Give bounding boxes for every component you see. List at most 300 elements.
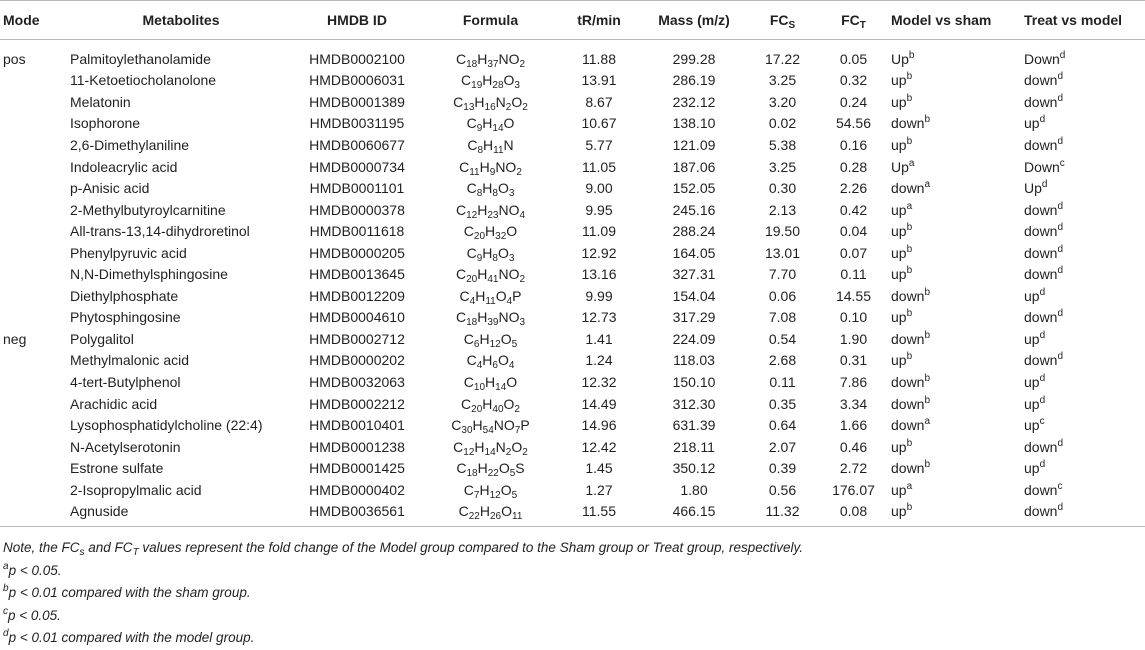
mass-mz: 152.05: [672, 180, 716, 197]
mass-mz: 466.15: [639, 500, 749, 526]
formula-subscript: 11: [512, 511, 523, 523]
metabolite-name: Palmitoylethanolamide: [70, 50, 211, 67]
direction-label: down: [1024, 503, 1058, 520]
footnote-text: p < 0.05.: [8, 562, 62, 578]
formula-element: H: [483, 136, 494, 153]
formula: [422, 500, 559, 526]
mode-cell: [0, 436, 70, 458]
hmdb-id: HMDB0000402: [309, 481, 405, 498]
formula-subscript: 5: [511, 338, 518, 350]
formula-element: H: [474, 93, 485, 110]
hmdb-id: HMDB0001425: [309, 460, 405, 477]
table-row: [0, 134, 1145, 156]
treat-vs-model: [1024, 263, 1145, 285]
fc-t: 0.32: [839, 72, 868, 89]
hmdb-id: HMDB0032063: [309, 373, 405, 390]
direction-label: down: [1024, 136, 1058, 153]
significance-marker: d: [1057, 135, 1064, 147]
mode-cell: [0, 307, 70, 329]
formula-element: H: [475, 287, 486, 304]
formula-element: H: [474, 438, 485, 455]
mass-mz: 154.04: [672, 287, 716, 304]
table-row: [0, 393, 1145, 415]
formula-element: C: [453, 93, 464, 110]
mass-mz: 286.19: [672, 72, 716, 89]
footnote: [3, 627, 803, 650]
hmdb-id: HMDB0036561: [292, 500, 422, 526]
formula-element: O: [511, 438, 523, 455]
fc-t: 0.16: [839, 136, 868, 153]
retention-time: 8.67: [585, 93, 613, 110]
mass-mz: 1.80: [680, 481, 708, 498]
table-row: [0, 371, 1145, 393]
formula: [422, 393, 559, 415]
mode-cell: [0, 371, 70, 393]
formula: [422, 285, 559, 307]
model-vs-sham: [891, 393, 1024, 415]
metabolite-name: Phenylpyruvic acid: [70, 244, 187, 261]
model-vs-sham: [891, 220, 1024, 242]
formula-element: H: [482, 72, 493, 89]
model-vs-sham: [891, 436, 1024, 458]
model-vs-sham: [891, 70, 1024, 92]
formula-subscript: 22: [487, 468, 499, 480]
formula-element: C: [455, 201, 467, 218]
footnote-text: p < 0.01 compared with the sham group.: [8, 585, 251, 600]
fc-s: 0.06: [768, 287, 797, 304]
significance-marker: d: [1039, 114, 1046, 126]
formula-element: H: [479, 503, 490, 520]
mass-mz: 631.39: [672, 417, 716, 434]
direction-label: up: [891, 309, 907, 326]
col-mode-header: Mode: [0, 1, 70, 40]
metabolite-name: N-Acetylserotonin: [70, 438, 181, 455]
fc-s: 7.70: [768, 266, 797, 283]
formula: [422, 113, 559, 135]
fc-t: 0.11: [840, 266, 867, 283]
significance-marker: a: [908, 157, 915, 169]
formula-element: H: [477, 266, 488, 283]
col-fct-header: $FC_T$: [816, 1, 891, 40]
formula-subscript: 6: [492, 360, 498, 372]
direction-label: down: [1024, 201, 1058, 218]
footnote: [3, 560, 803, 583]
mode-cell: [0, 285, 70, 307]
direction-label: down: [1024, 72, 1058, 89]
model-vs-sham: [891, 263, 1024, 285]
model-vs-sham: [891, 134, 1024, 156]
formula-subscript: 8: [477, 144, 484, 156]
direction-label: down: [1024, 352, 1058, 369]
formula-element: C: [463, 373, 474, 390]
table-row: [0, 479, 1145, 501]
significance-marker: b: [906, 71, 913, 83]
significance-marker: a: [906, 200, 913, 212]
formula-subscript: 37: [487, 58, 499, 70]
direction-label: Up: [1024, 180, 1042, 197]
significance-marker: d: [1039, 394, 1046, 406]
retention-time: 13.16: [581, 266, 617, 283]
formula-element: C: [459, 287, 470, 304]
footnote-text: p < 0.05.: [8, 607, 61, 623]
formula-element: C: [461, 72, 472, 89]
metabolite-name: Methylmalonic acid: [70, 352, 190, 369]
formula-subscript: 2: [516, 166, 522, 178]
mode-cell: [0, 393, 70, 415]
mass-mz: 218.11: [673, 438, 715, 455]
formula-element: P: [520, 417, 530, 434]
formula-subscript: 8: [492, 252, 498, 264]
formula-subscript: 20: [466, 274, 478, 286]
formula-element: NO: [498, 50, 520, 67]
mode-cell: [0, 457, 70, 479]
metabolite-name: Agnuside: [70, 500, 292, 526]
formula-subscript: 5: [511, 489, 518, 501]
treat-vs-model: [1024, 113, 1145, 135]
formula-subscript: 32: [495, 231, 507, 243]
retention-time: 12.73: [581, 309, 617, 326]
formula: [422, 220, 559, 242]
formula-element: O: [501, 503, 512, 520]
table-row: [0, 307, 1145, 329]
formula-subscript: 18: [466, 317, 478, 329]
col-metabolites-header: Metabolites: [70, 1, 292, 40]
formula-element: N: [495, 438, 506, 455]
formula-subscript: 14: [492, 123, 504, 135]
table-row: [0, 500, 1145, 526]
formula-element: C: [458, 503, 469, 520]
formula-subscript: 26: [489, 511, 502, 523]
mass-mz: 164.05: [672, 244, 716, 261]
hmdb-id: HMDB0000205: [309, 244, 405, 261]
treat-vs-model: [1024, 156, 1145, 178]
direction-label: Down: [1024, 50, 1060, 67]
formula-element: C: [459, 158, 470, 175]
significance-marker: a: [906, 480, 913, 492]
retention-time: 9.99: [585, 287, 613, 304]
formula: [422, 177, 559, 199]
formula-element: NO: [498, 309, 520, 326]
formula-element: H: [482, 115, 493, 132]
formula-element: H: [482, 352, 493, 369]
mode-cell: neg: [3, 330, 27, 347]
direction-label: up: [1024, 373, 1040, 390]
table-header: [0, 1, 1145, 40]
formula-subscript: 7: [514, 425, 521, 437]
fc-s: 3.20: [768, 93, 797, 110]
retention-time: 1.45: [585, 460, 613, 477]
hmdb-id: HMDB0060677: [309, 136, 405, 153]
fc-s: 0.02: [768, 115, 797, 132]
fc-s: 11.32: [749, 500, 816, 526]
table-row: [0, 220, 1145, 242]
formula-subscript: 12: [489, 338, 501, 350]
table-row: [0, 414, 1145, 436]
formula-subscript: 18: [466, 58, 478, 70]
formula-subscript: 8: [492, 188, 498, 200]
formula: [422, 414, 559, 436]
footnote-marker: c: [3, 605, 8, 617]
metabolite-name: Melatonin: [70, 93, 131, 110]
fc-t: 3.34: [839, 395, 868, 412]
significance-marker: b: [924, 459, 931, 471]
formula-subscript: 23: [487, 209, 499, 221]
retention-time: 1.27: [585, 481, 613, 498]
treat-vs-model: [1024, 479, 1145, 501]
metabolite-name: p-Anisic acid: [70, 180, 150, 197]
formula-element: H: [472, 417, 483, 434]
footnote: [3, 605, 803, 628]
significance-marker: d: [1057, 243, 1064, 255]
direction-label: down: [1024, 481, 1058, 498]
mass-mz: 150.10: [672, 373, 716, 390]
footnote-marker: a: [3, 560, 9, 572]
fc-s: 3.25: [768, 72, 797, 89]
formula-element: O: [498, 460, 510, 477]
footnote-marker: d: [3, 628, 9, 639]
formula-element: H: [482, 244, 493, 261]
fc-t: 0.10: [839, 309, 868, 326]
model-vs-sham: [891, 177, 1024, 199]
formula-subscript: 13: [463, 101, 475, 113]
metabolite-name: Isophorone: [70, 115, 141, 132]
direction-label: up: [1024, 287, 1040, 304]
formula-subscript: 8: [476, 188, 483, 200]
col-model-vs-sham-header: Model vs sham: [891, 1, 1024, 40]
model-vs-sham: [891, 156, 1024, 178]
direction-label: down: [1024, 438, 1058, 455]
formula-subscript: 28: [492, 80, 504, 92]
hmdb-id: HMDB0000378: [309, 201, 405, 218]
formula-subscript: 5: [509, 468, 516, 480]
retention-time: 12.42: [581, 438, 617, 455]
fc-s: 5.38: [768, 136, 797, 153]
formula-subscript: 40: [492, 403, 504, 415]
significance-marker: d: [1059, 49, 1066, 61]
formula-element: C: [466, 352, 477, 369]
formula-subscript: 41: [487, 274, 499, 286]
treat-vs-model: [1024, 393, 1145, 415]
model-vs-sham: [891, 500, 1024, 526]
formula-subscript: 11: [485, 295, 496, 307]
direction-label: down: [1024, 93, 1058, 110]
metabolite-name: 11-Ketoetiocholanolone: [70, 72, 217, 89]
col-fcs-header: $FC_S$: [749, 1, 816, 40]
mode-cell: [0, 242, 70, 264]
mode-cell: [0, 91, 70, 113]
formula-element: H: [477, 50, 488, 67]
treat-vs-model: [1024, 371, 1145, 393]
mode-cell: [0, 479, 70, 501]
retention-time: 14.49: [581, 395, 617, 412]
table-body: [0, 40, 1145, 527]
fc-t: 54.56: [835, 115, 872, 132]
significance-marker: b: [906, 265, 913, 277]
hmdb-id: HMDB0031195: [309, 115, 405, 132]
hmdb-id: HMDB0004610: [309, 309, 405, 326]
footnote-text: p < 0.01 compared with the model group.: [8, 630, 255, 645]
retention-time: 1.24: [585, 352, 613, 369]
formula-subscript: 12: [489, 489, 501, 501]
fc-t: 176.07: [832, 481, 875, 498]
fc-t: 0.05: [839, 50, 868, 67]
formula-element: C: [455, 50, 467, 67]
metabolite-name: 2,6-Dimethylaniline: [70, 136, 190, 153]
model-vs-sham: [891, 350, 1024, 372]
formula-element: C: [455, 309, 467, 326]
retention-time: 13.91: [581, 72, 617, 89]
hmdb-id: HMDB0001101: [309, 180, 405, 197]
significance-marker: b: [924, 114, 931, 126]
significance-marker: b: [924, 329, 931, 341]
formula: [422, 328, 559, 350]
mass-mz: 317.29: [672, 309, 716, 326]
table-row: [0, 91, 1145, 113]
significance-marker: b: [908, 49, 915, 61]
fc-s: 0.30: [768, 180, 797, 197]
fc-t: 0.24: [839, 93, 868, 110]
formula-subscript: 10: [473, 381, 486, 393]
formula-subscript: 3: [508, 188, 515, 200]
mode-cell: pos: [3, 50, 26, 67]
fc-t: 0.46: [839, 438, 868, 455]
direction-label: up: [891, 481, 907, 498]
fc-t: 0.07: [839, 244, 868, 261]
significance-marker: c: [1039, 416, 1045, 428]
table-row: [0, 328, 1145, 350]
retention-time: 11.09: [582, 223, 616, 240]
table-row: [0, 436, 1145, 458]
formula-subscript: 16: [484, 101, 496, 113]
formula-element: O: [506, 223, 518, 240]
mass-mz: 299.28: [672, 50, 716, 67]
direction-label: up: [891, 438, 907, 455]
formula-element: O: [495, 287, 507, 304]
direction-label: Down: [1024, 158, 1060, 175]
fc-t: 0.28: [839, 158, 868, 175]
mass-mz: 312.30: [672, 395, 716, 412]
mode-cell: [0, 263, 70, 285]
formula-element: H: [482, 180, 493, 197]
metabolite-name: Lysophosphatidylcholine (22:4): [70, 417, 263, 434]
significance-marker: d: [1057, 437, 1064, 449]
formula: [422, 479, 559, 501]
direction-label: Up: [891, 158, 909, 175]
formula-element: NO: [495, 158, 517, 175]
mass-mz: 138.10: [672, 115, 716, 132]
formula-subscript: 9: [489, 166, 496, 178]
formula: [422, 242, 559, 264]
footnote-text: values represent the fold change of the Model group compared to the Sham group or Treat group, respectively.: [138, 540, 804, 555]
significance-marker: d: [1057, 71, 1064, 83]
formula-subscript: 2: [522, 446, 528, 458]
footnote-marker: b: [3, 583, 9, 594]
formula: [422, 436, 559, 458]
formula-subscript: 2: [514, 403, 520, 415]
direction-label: down: [891, 373, 925, 390]
treat-vs-model: [1024, 91, 1145, 113]
mass-mz: 121.09: [672, 136, 716, 153]
metabolite-name: 2-Isopropylmalic acid: [70, 481, 202, 498]
fc-t: 0.42: [839, 201, 868, 218]
metabolite-name: Estrone sulfate: [70, 460, 164, 477]
formula-subscript: 4: [469, 295, 476, 307]
mass-mz: 224.09: [672, 330, 716, 347]
mode-cell: [0, 199, 70, 221]
fc-s: 0.35: [768, 395, 797, 412]
formula: [422, 70, 559, 92]
significance-marker: d: [1057, 265, 1064, 277]
fc-t: 0.04: [839, 223, 868, 240]
formula-subscript: 6: [473, 338, 480, 350]
metabolite-name: 2-Methylbutyroylcarnitine: [70, 201, 226, 218]
mode-cell: [0, 414, 70, 436]
fc-s: 2.13: [768, 201, 797, 218]
formula-subscript: 14: [484, 446, 496, 458]
formula-element: O: [497, 352, 509, 369]
significance-marker: c: [1059, 157, 1065, 169]
formula-element: O: [503, 395, 515, 412]
model-vs-sham: [891, 371, 1024, 393]
formula-element: C: [467, 136, 478, 153]
treat-vs-model: [1024, 40, 1145, 70]
fc-t: 2.72: [839, 460, 868, 477]
footnote: [3, 537, 803, 560]
mass-mz: 288.24: [672, 223, 716, 240]
formula-subscript: 20: [471, 403, 483, 415]
mode-cell: [0, 177, 70, 199]
formula-subscript: 3: [519, 317, 526, 329]
metabolite-name: 4-tert-Butylphenol: [70, 373, 181, 390]
formula: [422, 134, 559, 156]
mass-mz: 327.31: [672, 266, 716, 283]
metabolite-name: Phytosphingosine: [70, 309, 181, 326]
formula-subscript: 12: [466, 209, 478, 221]
formula-element: C: [461, 395, 472, 412]
model-vs-sham: [891, 479, 1024, 501]
fc-t: 1.66: [839, 417, 868, 434]
direction-label: up: [891, 72, 907, 89]
hmdb-id: HMDB0000734: [309, 158, 405, 175]
mass-mz: 245.16: [672, 201, 716, 218]
mass-mz: 187.06: [672, 158, 716, 175]
table-row: [0, 156, 1145, 178]
fc-s: 0.11: [769, 373, 796, 390]
significance-marker: b: [906, 437, 913, 449]
significance-marker: d: [1057, 502, 1064, 514]
formula-subscript: 30: [461, 425, 473, 437]
formula-element: NO: [498, 266, 520, 283]
mode-cell: [0, 220, 70, 242]
treat-vs-model: [1024, 199, 1145, 221]
formula-element: N: [503, 136, 514, 153]
model-vs-sham: [891, 414, 1024, 436]
direction-label: down: [891, 460, 925, 477]
formula-subscript: 14: [495, 381, 507, 393]
fc-s: 17.22: [764, 50, 801, 67]
treat-vs-model: [1024, 285, 1145, 307]
col-hmdb-header: HMDB ID: [292, 1, 422, 40]
significance-marker: b: [924, 372, 931, 384]
formula-element: H: [479, 330, 490, 347]
treat-vs-model: [1024, 134, 1145, 156]
fc-t: 0.31: [839, 352, 868, 369]
formula-element: H: [477, 201, 488, 218]
formula-element: N: [495, 93, 506, 110]
metabolite-name: Arachidic acid: [70, 395, 158, 412]
table-row: [0, 242, 1145, 264]
significance-marker: d: [1039, 372, 1046, 384]
